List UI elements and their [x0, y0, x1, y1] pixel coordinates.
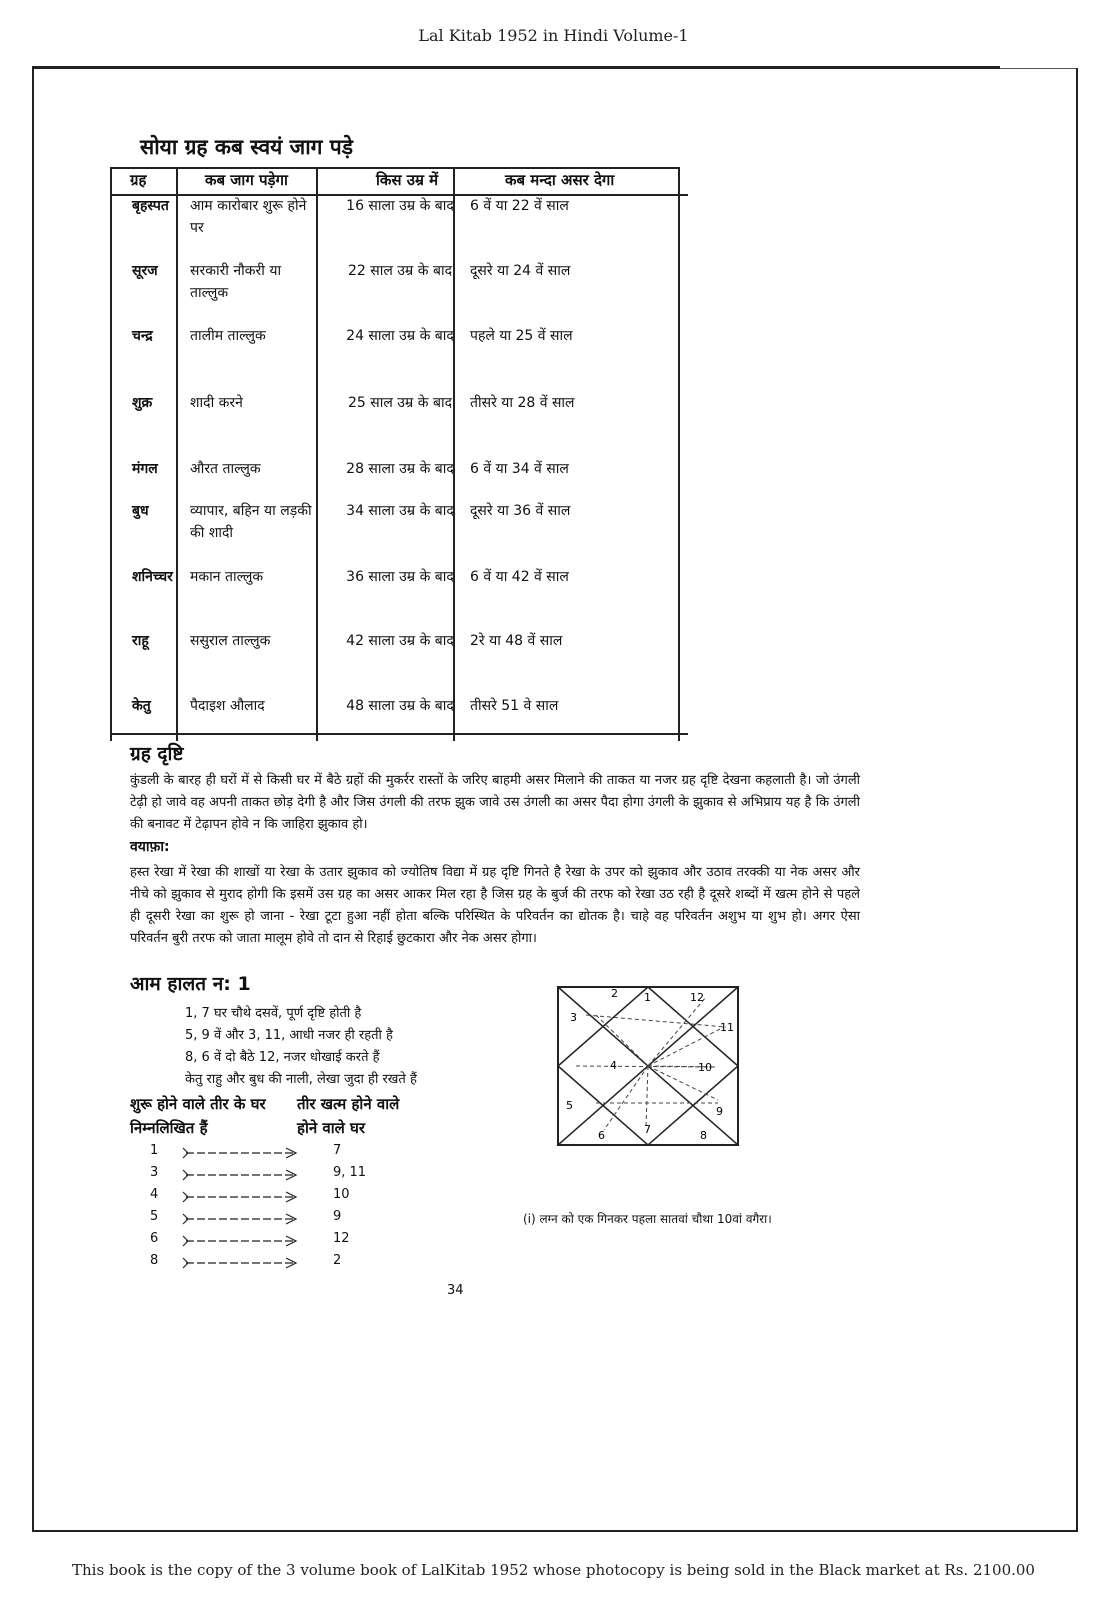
chart-label: 9 [716, 1105, 723, 1118]
table-cell-planet: केतु [132, 698, 151, 714]
table-cell-bad: दूसरे या 24 वें साल [470, 263, 571, 279]
arrow-from: 1 [150, 1143, 159, 1158]
rule-line: 5, 9 वें और 3, 11, आधी नजर ही रहती है [185, 1028, 393, 1043]
rule-line: केतु राहु और बुध की नाली, लेखा जुदा ही रखते हैं [185, 1072, 417, 1087]
col-header-age: किस उम्र में [376, 171, 439, 189]
chart-label: 8 [700, 1129, 707, 1142]
table-col-line [316, 167, 318, 741]
table-cell-bad: 6 वें या 42 वें साल [470, 569, 569, 585]
arrow-line [182, 1146, 302, 1160]
kundali-chart [556, 985, 740, 1147]
col-header-planet: ग्रह [130, 171, 147, 189]
chart-label: 1 [644, 991, 651, 1004]
table-cell-planet: मंगल [132, 461, 158, 477]
table-cell-when: आम कारोबार शुरू होने पर [190, 198, 307, 236]
table-cell-age: 16 साला उम्र के बाद [346, 198, 454, 214]
aam-halat-title: आम हालत न: 1 [130, 973, 251, 995]
table-cell-when: औरत ताल्लुक [190, 461, 261, 477]
arrow-to: 10 [333, 1187, 350, 1202]
chart-label: 5 [566, 1099, 573, 1112]
table-cell-bad: तीसरे या 28 वें साल [470, 395, 575, 411]
arrow-from: 8 [150, 1253, 159, 1268]
col-header-when: कब जाग पड़ेगा [205, 171, 288, 189]
chart-label: 6 [598, 1129, 605, 1142]
table-top-line [110, 167, 680, 169]
arrow-line [182, 1212, 302, 1226]
arrow-start-heading: शुरू होने वाले तीर के घर निम्नलिखित हैं [130, 1095, 266, 1137]
table-cell-age: 28 साला उम्र के बाद [346, 461, 454, 477]
drishti-paragraph-2: हस्त रेखा में रेखा की शाखों या रेखा के उतार झुकाव को ज्योतिष विद्या में ग्रह दृष्टि गिनते है रेखा के उपर को झुकाव और उठाव तरक्की या नेक असर और नीचे को झुकाव से मुराद होगी कि इसमें उस ग्रह का असर आकर मिल रहा है जिस ग्रह के बुर्ज की तरफ को रेखा उठ रही है दूसरे शब्दों में खत्म होने से पहले ही दूसरी रेखा का शुरू हो जाना - रेखा टूटा हुआ नहीं होता बल्कि परिस्थित के परिवर्तन का द्योतक है। चाहे वह परिवर्तन अशुभ या शुभ हो। अगर ऐसा परिवर्तन बुरी तरफ को जाता मालूम होवे तो दान से रिहाई छुटकारा और नेक असर होगा। [130, 865, 860, 946]
arrow-row [150, 1253, 390, 1273]
chart-label: 3 [570, 1011, 577, 1024]
table-title: सोया ग्रह कब स्वयं जाग पड़े [140, 135, 353, 159]
arrow-line [182, 1256, 302, 1270]
table-bottom-line [110, 733, 688, 735]
chart-label: 11 [720, 1021, 734, 1034]
arrow-to: 7 [333, 1143, 342, 1158]
table-cell-when: तालीम ताल्लुक [190, 328, 266, 344]
arrow-line [182, 1168, 302, 1182]
table-cell-when: शादी करने [190, 395, 243, 411]
table-cell-age: 34 साला उम्र के बाद [346, 503, 454, 519]
chart-label: 2 [611, 987, 618, 1000]
table-cell-age: 42 साला उम्र के बाद [346, 633, 454, 649]
page-number: 34 [447, 1283, 464, 1298]
table-cell-when: सरकारी नौकरी या ताल्लुक [190, 263, 282, 301]
table-col-line [453, 167, 455, 741]
table-cell-planet: राहू [132, 633, 149, 649]
table-cell-when: मकान ताल्लुक [190, 569, 264, 585]
arrow-row [150, 1187, 390, 1207]
vyafa-heading: वयाफ़ा: [130, 839, 170, 855]
table-cell-planet: शनिच्चर [132, 569, 173, 585]
table-col-line [110, 167, 112, 741]
table-cell-planet: सूरज [132, 263, 158, 279]
arrow-line [182, 1190, 302, 1204]
table-col-line [678, 167, 680, 741]
arrow-from: 3 [150, 1165, 159, 1180]
arrow-from: 6 [150, 1231, 159, 1246]
arrow-end-heading: तीर खत्म होने वाले होने वाले घर [297, 1095, 400, 1137]
page-header: Lal Kitab 1952 in Hindi Volume-1 [418, 26, 689, 45]
table-cell-bad: तीसरे 51 वे साल [470, 698, 559, 714]
arrow-row [150, 1209, 390, 1229]
chart-label: 7 [644, 1123, 651, 1136]
rule-line: 1, 7 घर चौथे दसवें, पूर्ण दृष्टि होती है [185, 1006, 362, 1021]
arrow-from: 5 [150, 1209, 159, 1224]
arrow-line [182, 1234, 302, 1248]
table-cell-age: 25 साल उम्र के बाद [347, 395, 453, 411]
table-cell-age: 36 साला उम्र के बाद [346, 569, 454, 585]
table-cell-bad: 6 वें या 34 वें साल [470, 461, 569, 477]
table-cell-planet: चन्द्र [132, 328, 153, 344]
drishti-title: ग्रह दृष्टि [130, 743, 184, 765]
arrow-to: 9, 11 [333, 1165, 367, 1180]
arrow-to: 2 [333, 1253, 342, 1268]
table-cell-bad: 6 वें या 22 वें साल [470, 198, 569, 214]
arrow-to: 12 [333, 1231, 350, 1246]
table-cell-when: व्यापार, बहिन या लड़की की शादी [190, 503, 312, 541]
col-header-bad: कब मन्दा असर देगा [505, 171, 615, 189]
table-cell-planet: शुक्र [132, 395, 153, 411]
table-cell-bad: पहले या 25 वें साल [470, 328, 573, 344]
arrow-row [150, 1143, 390, 1163]
table-col-line [176, 167, 178, 741]
drishti-paragraph-1: कुंडली के बारह ही घरों में से किसी घर में बैठे ग्रहों की मुकर्रर रास्तों के जरिए बाहमी असर मिलाने की ताकत या नजर ग्रह दृष्टि देखना कहलाती है। जो उंगली टेढ़ी हो जावे वह अपनी ताकत छोड़ देगी है और जिस उंगली की तरफ झुक जावे उस उंगली का असर पैदा होगा उंगली के झुकाव से अभिप्राय यह है कि उंगली की बनावट में टेढ़ापन होवे न कि जाहिरा झुकाव हो। [130, 773, 860, 832]
table-cell-bad: 2रे या 48 वें साल [470, 633, 563, 649]
table-cell-age: 48 साला उम्र के बाद [346, 698, 454, 714]
table-cell-when: पैदाइश औलाद [190, 698, 265, 714]
arrow-to: 9 [333, 1209, 342, 1224]
rule-line: 8, 6 वें दो बैठे 12, नजर धोखाई करते हैं [185, 1050, 380, 1065]
planet-table [110, 167, 688, 741]
arrow-row [150, 1165, 390, 1185]
page-footer: This book is the copy of the 3 volume book of LalKitab 1952 whose photocopy is being sold in the Black market at Rs. 2100.00 [72, 1561, 1035, 1579]
arrow-row [150, 1231, 390, 1251]
chart-label: 4 [610, 1059, 617, 1072]
table-cell-age: 24 साला उम्र के बाद [346, 328, 454, 344]
table-cell-bad: दूसरे या 36 वें साल [470, 503, 571, 519]
chart-label: 12 [690, 991, 704, 1004]
table-cell-age: 22 साल उम्र के बाद [347, 263, 453, 279]
table-cell-planet: बृहस्पत [132, 198, 169, 214]
table-cell-planet: बुध [132, 503, 149, 519]
arrow-from: 4 [150, 1187, 159, 1202]
footnote: (i) लग्न को एक गिनकर पहला सातवां चौथा 10वां वगैरा। [523, 1212, 772, 1226]
table-cell-when: ससुराल ताल्लुक [190, 633, 271, 649]
chart-label: 10 [698, 1061, 712, 1074]
